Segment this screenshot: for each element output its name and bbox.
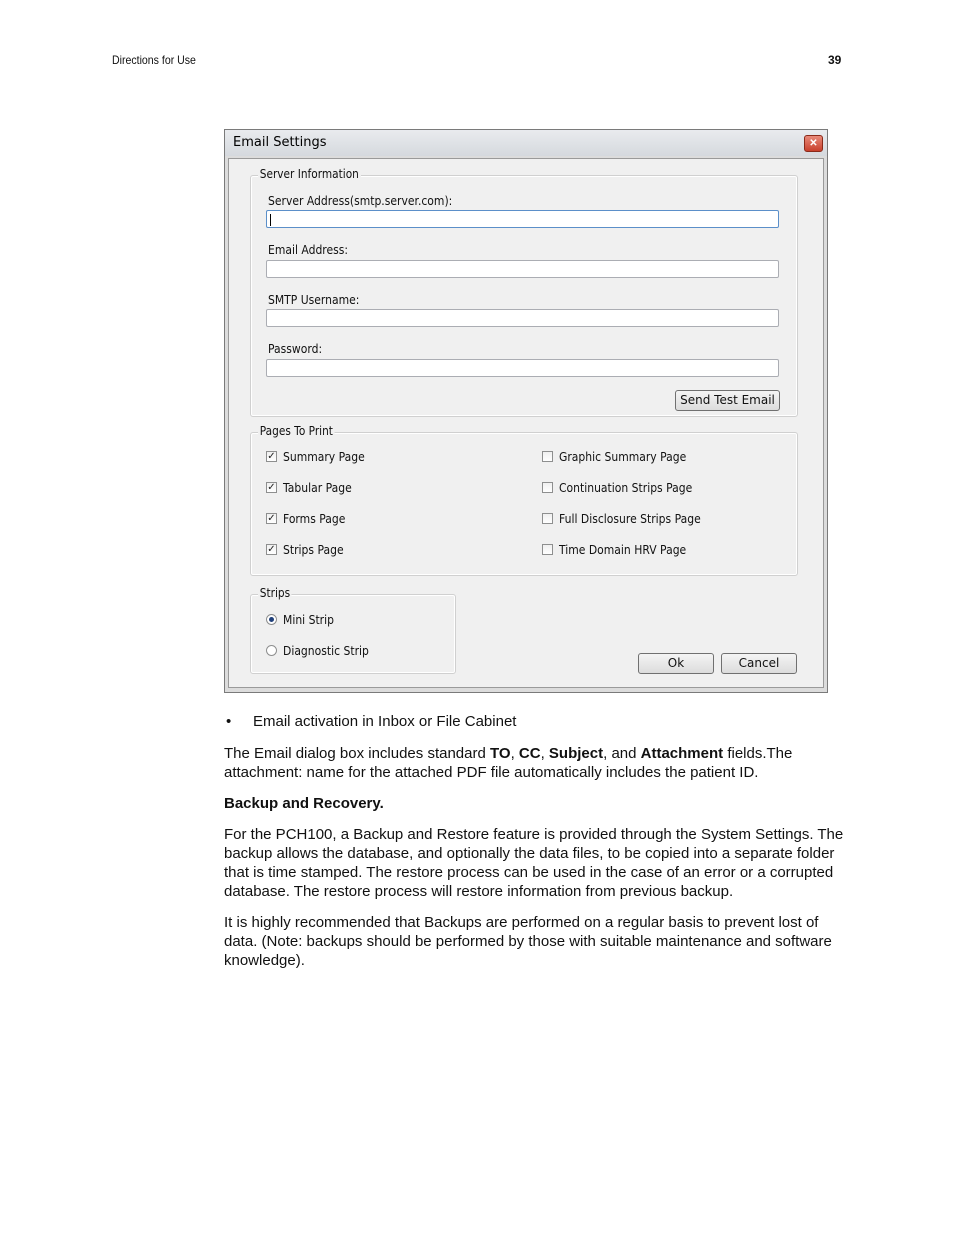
checkbox-checked-icon: ✓ [267,482,276,493]
strips-legend: Strips [259,586,291,600]
server-address-input[interactable] [266,210,779,228]
close-icon: ✕ [809,138,818,149]
server-information-legend: Server Information [259,167,359,181]
radio-unselected-icon [266,645,277,656]
recommendation-paragraph: It is highly recommended that Backups are performed on a regular basis to prevent lost of data. (Note: backups should be performed by those with suitable maintenance and software knowledge). [224,914,832,969]
pages-to-print-legend: Pages To Print [259,424,333,438]
smtp-username-input[interactable] [266,309,779,327]
smtp-username-label: SMTP Username: [268,293,360,307]
email-settings-dialog [224,129,828,693]
checkbox-checked-icon: ✓ [267,544,276,555]
email-address-label: Email Address: [268,243,349,257]
section-heading: Backup and Recovery. [224,795,384,812]
running-header: Directions for Use [112,53,196,67]
email-dialog-paragraph: The Email dialog box includes standard TO, CC, Subject, and Attachment fields.The attachment: name for the attached PDF file automatically includes the patient ID. [224,745,793,781]
page-number: 39 [828,53,842,67]
server-address-label: Server Address(smtp.server.com): [268,194,453,208]
ok-button[interactable]: Ok [638,653,714,674]
password-label: Password: [268,342,323,356]
password-input[interactable] [266,359,779,377]
checkbox-checked-icon: ✓ [267,451,276,462]
strips-group [250,586,456,674]
text-caret [270,214,271,226]
close-button[interactable] [804,135,823,152]
checkbox-unchecked-icon [542,482,553,493]
checkbox-unchecked-icon [542,513,553,524]
checkbox-unchecked-icon [542,544,553,555]
cancel-button[interactable]: Cancel [721,653,797,674]
bullet-icon: • [226,713,232,730]
checkbox-checked-icon: ✓ [267,513,276,524]
email-address-input[interactable] [266,260,779,278]
checkbox-unchecked-icon [542,451,553,462]
title-bar [225,130,827,156]
backup-paragraph: For the PCH100, a Backup and Restore feature is provided through the System Settings. The backup allows the database, and optionally the data files, to be copied into a separate folder that is time stamped. The restore process can be used in the case of an error or a corrupted database. The restore process will restore information from previous backup. [224,826,844,900]
send-test-email-button[interactable]: Send Test Email [675,390,780,411]
dialog-content: Server Information Server Address(smtp.server.com): Email Address: SMTP Username: Password: Send Test Email Pages To Print ✓ Summary Page ✓ Tabular Page ✓ Forms Page ✓ Strips Page Graphic Summary Page Continuation Strips Page Full Disclosure Strips Page Time Domain HRV Page Strips Mini Strip Diagnostic Strip Ok Cancel [228,158,824,688]
bullet-text: Email activation in Inbox or File Cabinet [253,713,517,730]
radio-selected-icon [266,614,277,625]
dialog-title: Email Settings [233,135,327,150]
